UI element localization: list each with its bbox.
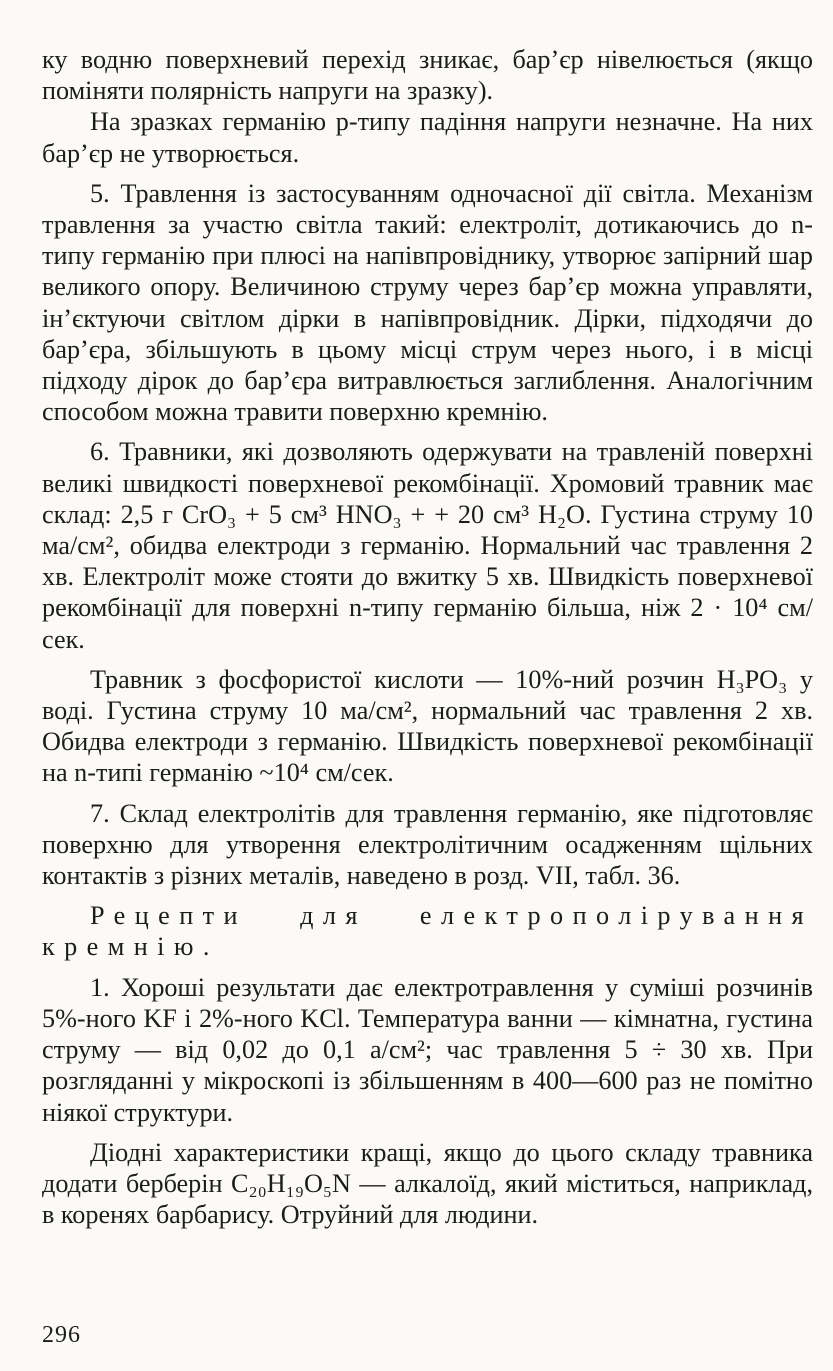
intro-paragraph: ку водню поверхневий перехід зникає, бар’єр нівелюється (якщо поміняти полярність напруги на зразку). (42, 45, 813, 106)
light-etching-paragraph: 5. Травлення із застосуванням одночасної дії світла. Механізм травлення за участю світла такий: електроліт, дотикаючись до n-типу германію при плюсі на напівпровіднику, утворює запірний шар великого опору. Величиною струму через бар’єр можна управляти, ін’єктуючи світлом дірки в напівпровідник. Дірки, підходячи до бар’єра, збільшують в цьому місці струм через нього, і в місці підходу дірок до бар’єра витравлюється заглиблення. Аналогічним способом можна травити поверхню кремнію. (42, 178, 813, 427)
section-heading: Рецепти для електрополірування кремнію. (42, 901, 813, 962)
electrolyte-composition-paragraph: 7. Склад електролітів для травлення германію, яке підготовляє поверхню для утворення електролітичним осадженням щільних контактів з різних металів, наведено в розд. VII, табл. 36. (42, 798, 813, 891)
recipe-1-paragraph: 1. Хороші результати дає електротравлення у суміші розчинів 5%-ного KF і 2%-ного KCl. Температура ванни — кімнатна, густина струму — від 0,02 до 0,1 а/см²; час травлення 5 ÷ 30 хв. При розгляданні у мікроскопі із збільшенням в 400—600 раз не помітно ніякої структури. (42, 972, 813, 1127)
page-body (42, 44, 813, 1230)
page-number: 296 (42, 1322, 81, 1348)
recombination-etchants-paragraph: 6. Травники, які дозволяють одержувати на травленій поверхні великі швидкості поверхневої рекомбінації. Хромовий травник має склад: 2,5 г CrO₃ + 5 см³ HNO₃ + + 20 см³ H₂O. Густина струму 10 ма/см², обидва електроди з германію. Нормальний час травлення 2 хв. Електроліт може стояти до вжитку 5 хв. Швидкість поверхневої рекомбінації для поверхні n-типу германію більша, ніж 2 · 10⁴ см/сек. (42, 437, 813, 654)
phosphorous-acid-etchant-paragraph: Травник з фосфористої кислоти — 10%-ний розчин H₃PO₃ у воді. Густина струму 10 ма/см², нормальний час травлення 2 хв. Обидва електроди з германію. Швидкість поверхневої рекомбінації на n-типі германію ~10⁴ см/сек. (42, 664, 813, 788)
p-type-germanium-paragraph: На зразках германію p-типу падіння напруги незначне. На них бар’єр не утворюється. (42, 107, 813, 168)
berberine-paragraph: Діодні характеристики кращі, якщо до цього складу травника додати берберін C₂₀H₁₉O₅N — алкалоїд, який міститься, наприклад, в коренях барбарису. Отруйний для людини. (42, 1137, 813, 1230)
